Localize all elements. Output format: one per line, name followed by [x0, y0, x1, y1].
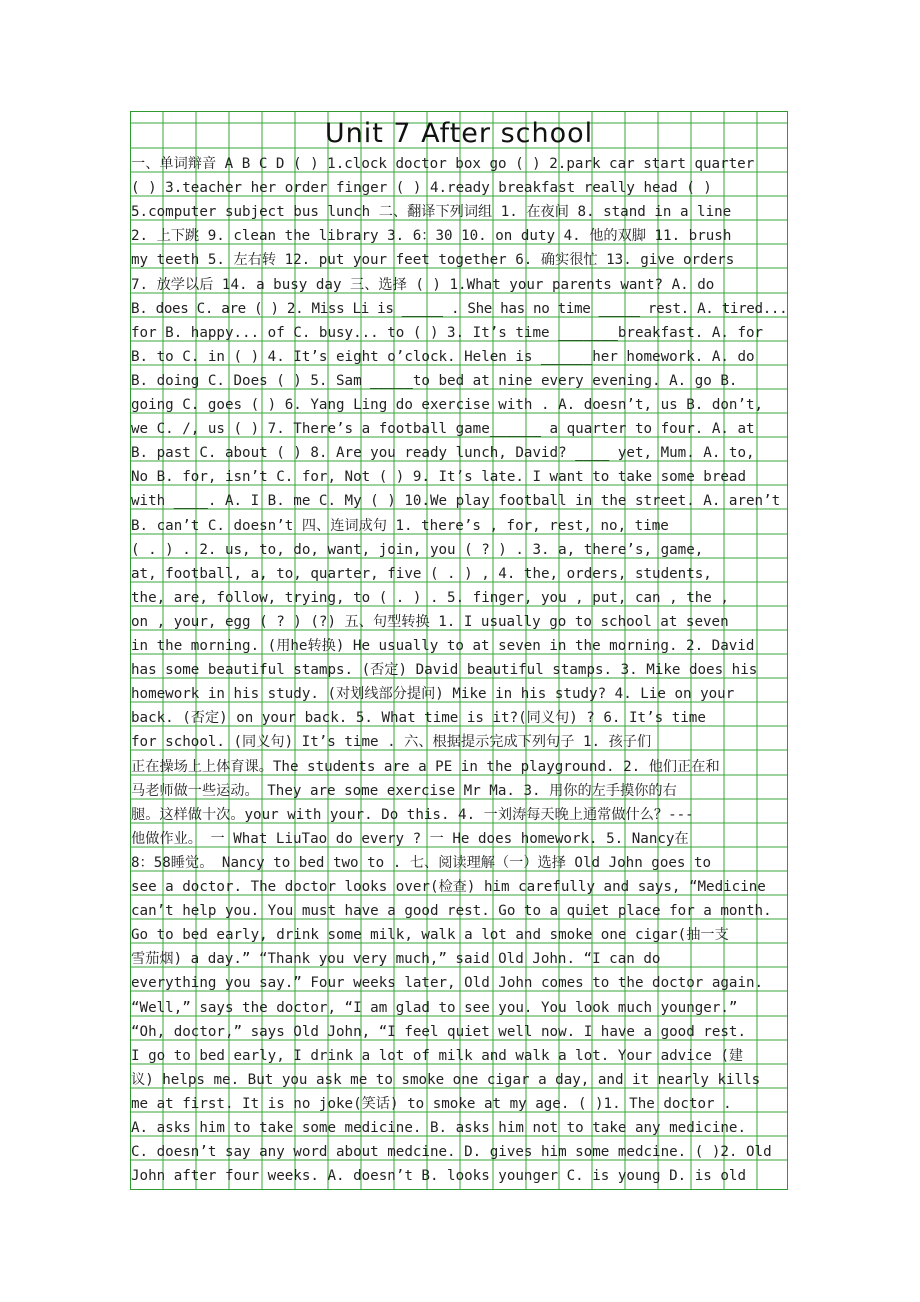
text-line: C. doesn’t say any word about medcine. D. gives him some medcine. ( )2. Old — [131, 1144, 772, 1161]
text-line: 马老师做一些运动。 They are some exercise Mr Ma. 3. 用你的左手摸你的右 — [131, 782, 677, 799]
text-line: can’t help you. You must have a good rest. Go to a quiet place for a month. — [131, 903, 772, 920]
text-line: for school. (同义句) It’s time . 六、根据提示完成下列句子 1. 孩子们 — [131, 734, 652, 751]
text-line: 他做作业。 一 What LiuTao do every ? 一 He does homework. 5. Nancy在 — [131, 830, 689, 847]
text-line: 一、单词辩音 A B C D ( ) 1.clock doctor box go ( ) 2.park car start quarter — [131, 156, 755, 172]
page-title: Unit 7 After school — [324, 118, 594, 149]
text-line: see a doctor. The doctor looks over(检查) him carefully and says, “Medicine — [131, 879, 766, 895]
text-line: ( ) 3.teacher her order finger ( ) 4.ready breakfast really head ( ) — [131, 180, 712, 197]
text-line: my teeth 5. 左右转 12. put your feet together 6. 确实很忙 13. give orders — [131, 252, 735, 269]
text-line: homework in his study. (对划线部分提问) Mike in his study? 4. Lie on your — [131, 686, 735, 703]
text-line: on , your, egg ( ? ) (?) 五、句型转换 1. I usually go to school at seven — [131, 613, 729, 630]
text-line: 正在操场上上体育课。The students are a PE in the playground. 2. 他们正在和 — [131, 758, 720, 775]
text-line: No B. for, isn’t C. for, Not ( ) 9. It’s late. I want to take some bread — [131, 469, 746, 486]
text-line: going C. goes ( ) 6. Yang Ling do exercise with . A. doesn’t, us B. don’t, — [131, 397, 764, 413]
text-line: we C. /, us ( ) 7. There’s a football game______ a quarter to four. A. at — [131, 421, 755, 438]
text-line: 2. 上下跳 9. clean the library 3. 6：30 10. on duty 4. 他的双脚 11. brush — [131, 228, 732, 245]
text-line: B. past C. about ( ) 8. Are you ready lunch, David? ____ yet, Mum. A. to, — [131, 445, 755, 462]
text-line: B. does C. are ( ) 2. Miss Li is _____ . She has no time _____ rest. A. tired... — [131, 300, 788, 317]
text-line: John after four weeks. A. doesn’t B. looks younger C. is young D. is old — [131, 1168, 746, 1185]
text-line: I go to bed early, I drink a lot of milk and walk a lot. Your advice (建 — [131, 1047, 744, 1064]
text-line: ( . ) . 2. us, to, do, want, join, you ( ? ) . 3. a, there’s, game, — [131, 541, 704, 558]
text-line: B. to C. in ( ) 4. It’s eight o’clock. Helen is ______her homework. A. do — [131, 348, 755, 365]
text-line: 7. 放学以后 14. a busy day 三、选择 ( ) 1.What your parents want? A. do — [131, 276, 715, 293]
text-line: has some beautiful stamps. (否定) David beautiful stamps. 3. Mike does his — [131, 662, 758, 679]
text-line: for B. happy... of C. busy... to ( ) 3. It’s time _______breakfast. A. for — [131, 324, 764, 341]
text-line: 5.computer subject bus lunch 二、翻译下列词组 1. 在夜间 8. stand in a line — [131, 204, 732, 221]
text-line: B. can’t C. doesn’t 四、连词成句 1. there’s , for, rest, no, time — [131, 517, 669, 534]
text-line: with ____. A. I B. me C. My ( ) 10.We play football in the street. A. aren’t — [131, 493, 781, 510]
text-line: me at first. It is no joke(笑话) to smoke at my age. ( )1. The doctor . — [131, 1095, 732, 1112]
text-line: in the morning. (用he转换) He usually to at seven in the morning. 2. David — [131, 638, 755, 654]
text-line: “Well,” says the doctor, “I am glad to see you. You look much younger.” — [131, 999, 738, 1016]
text-line: back. (否定) on your back. 5. What time is it?(同义句) ? 6. It’s time — [131, 710, 706, 727]
text-line: 腿。这样做十次。your with your. Do this. 4. 一刘涛每天晚上通常做什么？--- — [131, 806, 694, 823]
text-line: 8：58睡觉。 Nancy to bed two to . 七、阅读理解（一）选择 Old John goes to — [131, 854, 712, 871]
text-line: 雪茄烟) a day.” “Thank you very much,” said Old John. “I can do — [131, 951, 661, 968]
text-line: 议) helps me. But you ask me to smoke one cigar a day, and it nearly kills — [131, 1071, 761, 1088]
text-line: everything you say.” Four weeks later, Old John comes to the doctor again. — [131, 975, 764, 992]
text-line: the, are, follow, trying, to ( . ) . 5. finger, you , put, can , the , — [131, 589, 729, 606]
text-line: Go to bed early, drink some milk, walk a lot and smoke one cigar(抽一支 — [131, 927, 729, 944]
text-line: B. doing C. Does ( ) 5. Sam _____to bed at nine every evening. A. go B. — [131, 372, 738, 389]
text-line: A. asks him to take some medicine. B. asks him not to take any medicine. — [131, 1120, 746, 1136]
text-line: at, football, a, to, quarter, five ( . ) , 4. the, orders, students, — [131, 565, 712, 582]
text-line: “Oh, doctor,” says Old John, “I feel quiet well now. I have a good rest. — [131, 1023, 746, 1040]
